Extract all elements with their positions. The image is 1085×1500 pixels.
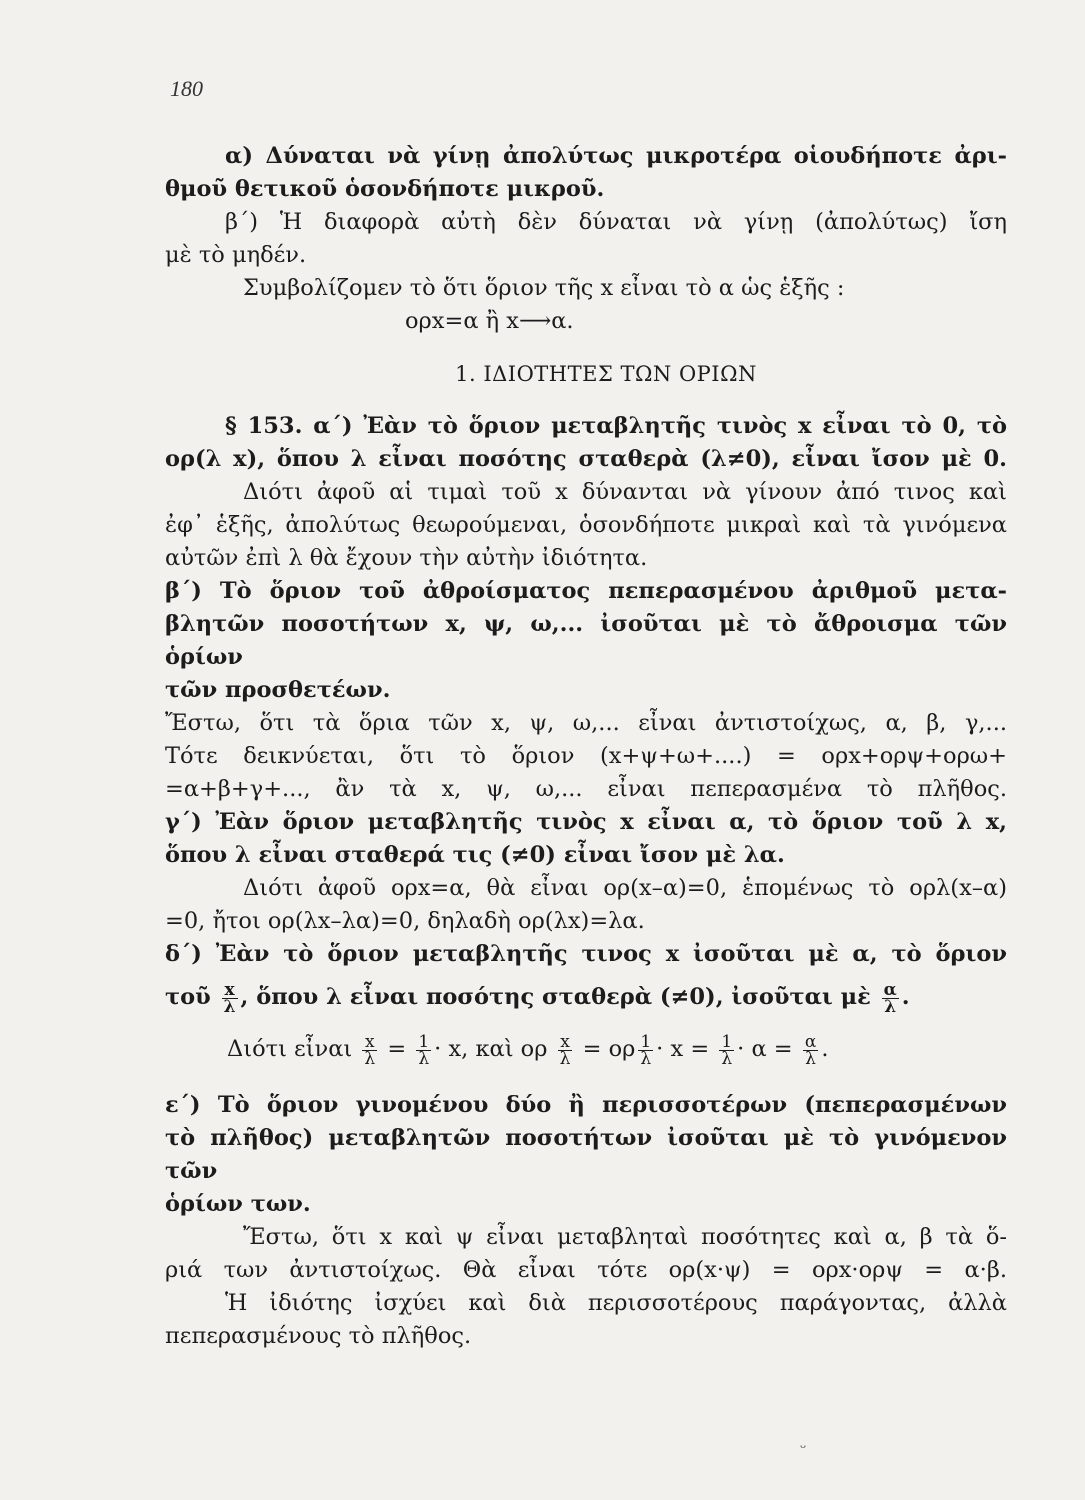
closing-line-1: Ἡ ἰδιότης ἰσχύει καὶ διὰ περισσοτέρους παράγοντας, ἀλλὰ	[225, 1290, 1007, 1316]
prop-d-line-2: τοῦ $\frac{x}{\lambda}$ , ὅπου λ εἶναι ποσότης σταθερὰ (≠0), ἰσοῦται μὲ $\frac{\alpha}{\lambda}$ .	[165, 979, 910, 1017]
s153-line-2: ορ(λ x), ὅπου λ εἶναι ποσότης σταθερὰ (λ≠0), εἶναι ἴσον μὲ 0.	[165, 446, 1007, 472]
prop-c-text-line-1: Διότι ἀφοῦ ορx=α, θὰ εἶναι ορ(x–α)=0, ἑπομένως τὸ ορλ(x–α)	[243, 875, 1007, 901]
prop-b-text-line-1: Ἔστω, ὅτι τὰ ὅρια τῶν x, ψ, ω,... εἶναι ἀντιστοίχως, α, β, γ,...	[165, 710, 1007, 736]
ink-mark-icon: ᵕ	[800, 1438, 807, 1457]
s153-proof-line-1: Διότι ἀφοῦ αἱ τιμαὶ τοῦ x δύνανται νὰ γίνουν ἀπό τινος καὶ	[243, 479, 1007, 505]
s153-proof-line-2: ἐφ᾽ ἑξῆς, ἀπολύτως θεωρούμεναι, ὁσονδήποτε μικραὶ καὶ τὰ γινόμενα	[165, 512, 1007, 538]
fraction-x-over-lambda: $\frac{x}{\lambda}$	[223, 979, 236, 1017]
prop-d-line-1: δ΄) Ἐὰν τὸ ὅριον μεταβλητῆς τινος x ἰσοῦται μὲ α, τὸ ὅριον	[165, 941, 1007, 967]
prop-d-proof: Διότι εἶναι $\frac{x}{\lambda}$ = $\frac{1}{\lambda}$ · x, καὶ ορ $\frac{x}{\lambda}$ = ορ $\frac{1}{\lambda}$ · x = $\frac{1}{\lambda}$ · α = $\frac{\alpha}{\lambda}$ .	[227, 1031, 829, 1069]
s153-line-1: § 153. α΄) Ἐὰν τὸ ὅριον μεταβλητῆς τινὸς x εἶναι τὸ 0, τὸ	[225, 413, 1007, 439]
prop-e-text-line-2: ριά των ἀντιστοίχως. Θὰ εἶναι τότε ορ(x·ψ) = ορx·ορψ = α·β.	[165, 1257, 1007, 1283]
prop-b-line-3: τῶν προσθετέων.	[165, 677, 391, 703]
prop-b-text-line-2: Τότε δεικνύεται, ὅτι τὸ ὅριον (x+ψ+ω+....) = ορx+ορψ+ορω+	[165, 743, 1007, 769]
prop-b-line-2: βλητῶν ποσοτήτων x, ψ, ω,... ἰσοῦται μὲ τὸ ἄθροισμα τῶν ὁρίων	[165, 611, 1007, 670]
closing-line-2: πεπερασμένους τὸ πλῆθος.	[165, 1323, 472, 1349]
prop-e-text-line-1: Ἔστω, ὅτι x καὶ ψ εἶναι μεταβληταὶ ποσότητες καὶ α, β τὰ ὅ-	[243, 1224, 1007, 1250]
prop-b-line-1: β΄) Τὸ ὅριον τοῦ ἀθροίσματος πεπερασμένου ἀριθμοῦ μετα-	[165, 578, 1007, 604]
notation-formula: ορx=α ἢ x⟶α.	[405, 308, 574, 334]
beta-line-2: μὲ τὸ μηδέν.	[165, 242, 307, 268]
prop-c-text-line-2: =0, ἤτοι ορ(λx–λα)=0, δηλαδὴ ορ(λx)=λα.	[165, 908, 645, 934]
page-number: 180	[170, 76, 203, 101]
prop-b-text-line-3: =α+β+γ+..., ἂν τὰ x, ψ, ω,... εἶναι πεπερασμένα τὸ πλῆθος.	[165, 776, 1007, 802]
prop-e-line-3: ὁρίων των.	[165, 1191, 311, 1217]
prop-c-line-2: ὅπου λ εἶναι σταθερά τις (≠0) εἶναι ἴσον μὲ λα.	[165, 842, 785, 868]
s153-proof-line-3: αὐτῶν ἐπὶ λ θὰ ἔχουν τὴν αὐτὴν ἰδιότητα.	[165, 545, 648, 571]
fraction-alpha-over-lambda: $\frac{\alpha}{\lambda}$	[883, 979, 897, 1017]
beta-line-1: β΄) Ἡ διαφορὰ αὐτὴ δὲν δύναται νὰ γίνῃ (ἀπολύτως) ἴση	[225, 209, 1007, 235]
prop-e-line-1: ε΄) Τὸ ὅριον γινομένου δύο ἢ περισσοτέρων (πεπερασμένων	[165, 1092, 1007, 1118]
alpha-line-2: θμοῦ θετικοῦ ὁσονδήποτε μικροῦ.	[165, 176, 605, 202]
page-body	[165, 140, 1007, 1353]
prop-e-line-2: τὸ πλῆθος) μεταβλητῶν ποσοτήτων ἰσοῦται μὲ τὸ γινόμενον τῶν	[165, 1125, 1007, 1184]
alpha-line-1: α) Δύναται νὰ γίνῃ ἀπολύτως μικροτέρα οἱουδήποτε ἀρι-	[225, 143, 1007, 169]
prop-c-line-1: γ΄) Ἐὰν ὅριον μεταβλητῆς τινὸς x εἶναι α, τὸ ὅριον τοῦ λ x,	[165, 809, 1007, 835]
notation-text: Συμβολίζομεν τὸ ὅτι ὅριον τῆς x εἶναι τὸ α ὡς ἑξῆς :	[243, 275, 845, 301]
section-title: 1. ΙΔΙΟΤΗΤΕΣ ΤΩΝ ΟΡΙΩΝ	[455, 362, 757, 386]
